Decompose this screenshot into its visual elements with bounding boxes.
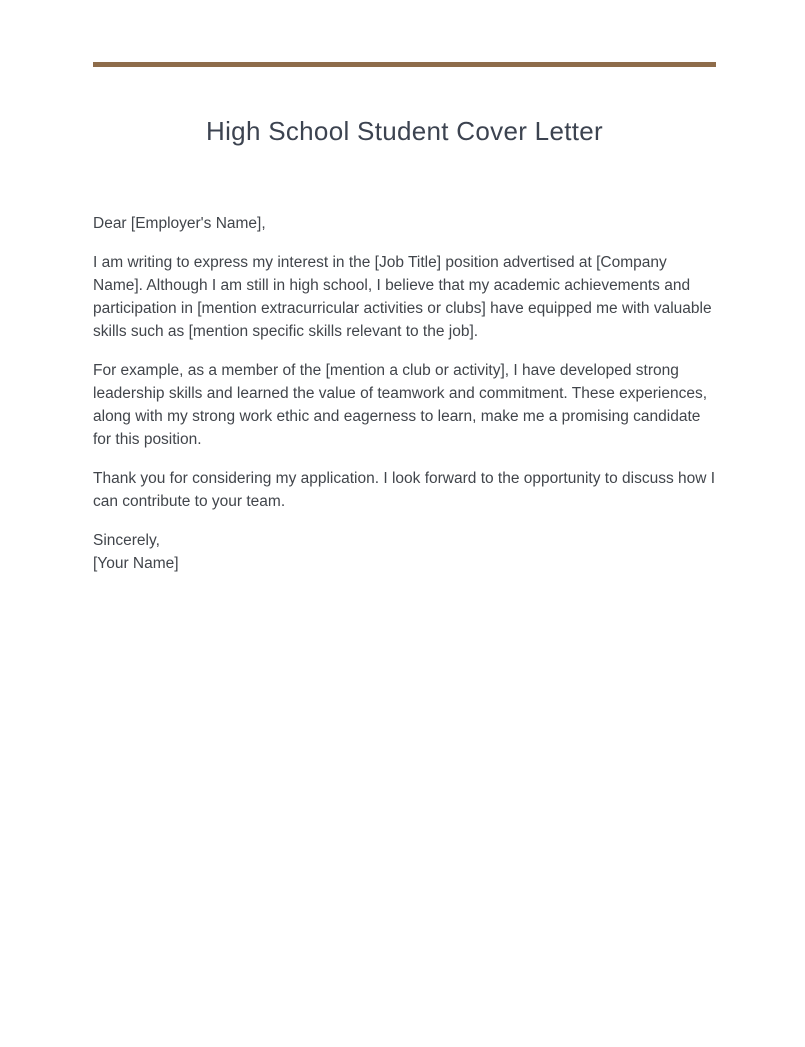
closing: Sincerely, (93, 532, 160, 549)
top-divider-rule (93, 62, 716, 67)
closing-block (93, 529, 716, 575)
letter-body (93, 212, 716, 575)
signature-placeholder: [Your Name] (93, 555, 179, 572)
salutation: Dear [Employer's Name], (93, 215, 266, 232)
page-title: High School Student Cover Letter (206, 116, 603, 146)
letter-paragraph: Thank you for considering my application. I look forward to the opportunity to discuss how I can contribute to your team. (93, 470, 716, 510)
letter-paragraph: I am writing to express my interest in the [Job Title] position advertised at [Company Name]. Although I am still in high school, I believe that my academic achievements and participation in [mention extracurricular activities or clubs] have equipped me with valuable skills such as [mention specific skills relevant to the job]. (93, 254, 712, 340)
letter-paragraph: For example, as a member of the [mention a club or activity], I have developed strong leadership skills and learned the value of teamwork and commitment. These experiences, along with my strong work ethic and eagerness to learn, make me a promising candidate for this position. (93, 362, 708, 448)
